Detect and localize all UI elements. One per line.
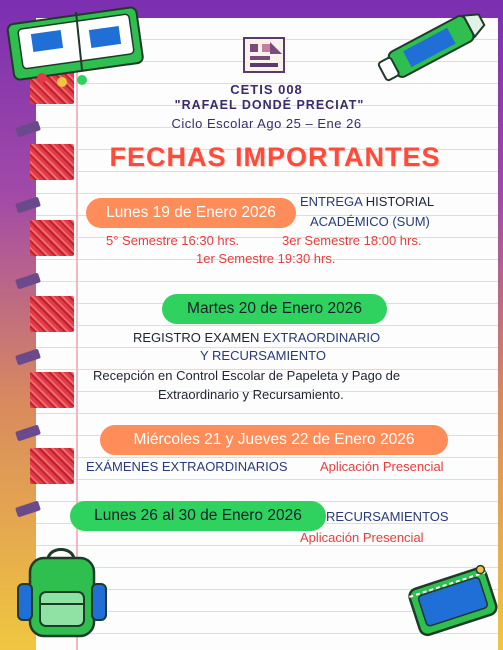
tab-decoration (15, 425, 41, 442)
event-detail: 5° Semestre 16:30 hrs. (106, 233, 240, 248)
event-title (133, 330, 380, 345)
event-title-part: HISTORIAL (365, 194, 435, 209)
school-cycle: Ciclo Escolar Ago 25 – Ene 26 (171, 116, 362, 131)
event-detail: Aplicación Presencial (300, 530, 424, 545)
event-title: EXÁMENES EXTRAORDINARIOS (86, 459, 288, 474)
tab-decoration (15, 501, 41, 518)
page-title: FECHAS IMPORTANTES (109, 142, 441, 172)
event-title-part: REGISTRO EXAMEN (133, 330, 260, 345)
book-sticker-icon (2, 2, 152, 92)
backpack-sticker-icon (12, 540, 117, 645)
tab-decoration (30, 296, 74, 332)
event-detail: Recepción en Control Escolar de Papeleta y Pago de (93, 368, 401, 383)
event-title-part: ENTREGA (300, 194, 363, 209)
tab-decoration (30, 144, 74, 180)
tab-decoration (30, 220, 74, 256)
event-date-pill (100, 425, 448, 455)
event-date: Lunes 26 al 30 de Enero 2026 (94, 507, 302, 524)
event-detail: Aplicación Presencial (320, 459, 444, 474)
tab-decoration (30, 448, 74, 484)
event-title: RECURSAMIENTOS (326, 509, 449, 524)
event-date-pill (70, 501, 326, 531)
tab-decoration (15, 273, 41, 290)
tab-decoration (15, 197, 41, 214)
event-title (300, 194, 434, 209)
event-date-pill (86, 198, 296, 228)
event-detail: 1er Semestre 19:30 hrs. (196, 251, 336, 266)
tab-decoration (30, 372, 74, 408)
marker-sticker-icon (370, 6, 495, 86)
school-subtitle: "RAFAEL DONDÉ PRECIAT" (174, 98, 365, 112)
school-name: CETIS 008 (230, 82, 303, 97)
event-date-pill (162, 294, 387, 324)
pencil-case-sticker-icon (405, 560, 500, 645)
event-detail: 3er Semestre 18:00 hrs. (282, 233, 422, 248)
event-detail: Extraordinario y Recursamiento. (158, 387, 344, 402)
event-title-part: EXTRAORDINARIO (263, 330, 381, 345)
event-title-line2: ACADÉMICO (SUM) (310, 214, 430, 229)
event-date: Lunes 19 de Enero 2026 (106, 204, 276, 221)
school-logo-icon (240, 30, 288, 78)
event-date: Martes 20 de Enero 2026 (187, 300, 362, 317)
event-date: Miércoles 21 y Jueves 22 de Enero 2026 (133, 431, 415, 448)
tab-decoration (15, 349, 41, 366)
event-title-line2: Y RECURSAMIENTO (200, 348, 326, 363)
